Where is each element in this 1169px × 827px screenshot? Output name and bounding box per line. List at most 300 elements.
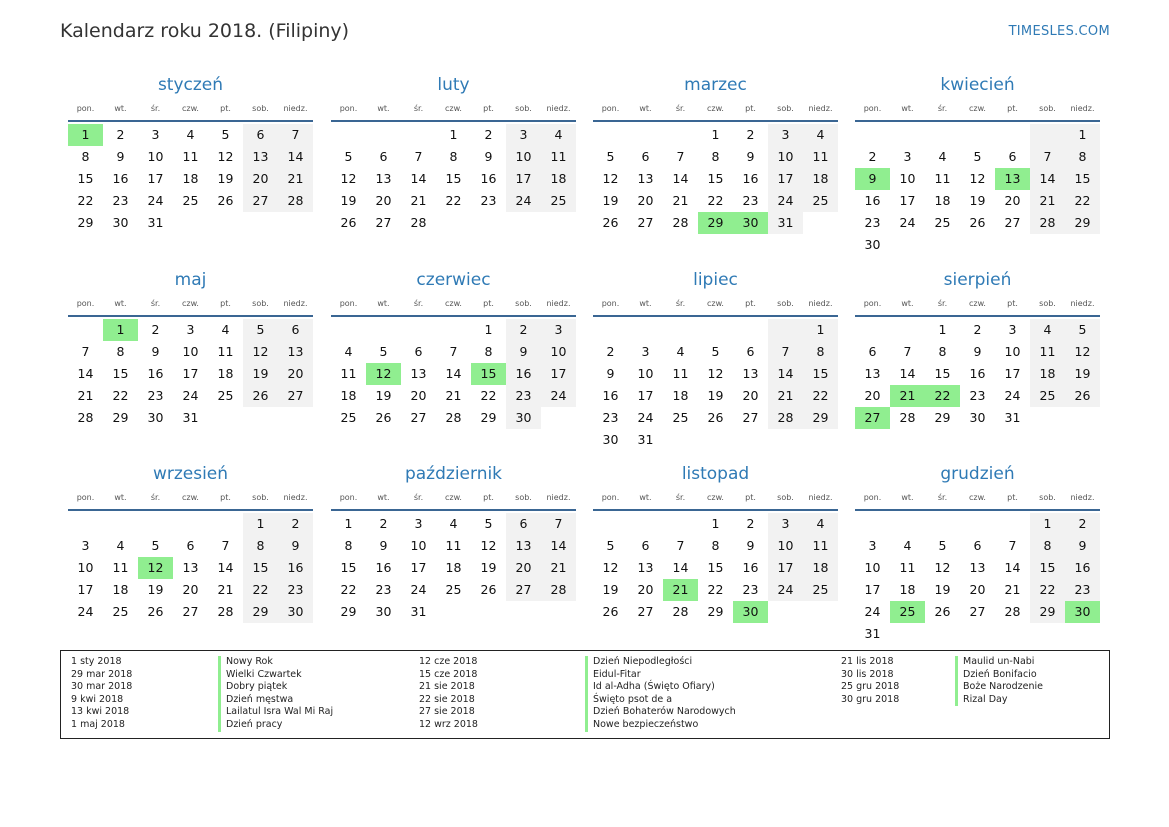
day-cell[interactable]: 19 bbox=[147, 582, 164, 597]
day-cell[interactable]: 16 bbox=[742, 560, 759, 575]
day-cell[interactable]: 6 bbox=[868, 344, 877, 359]
day-cell[interactable]: 19 bbox=[340, 193, 357, 208]
day-cell[interactable]: 11 bbox=[672, 366, 689, 381]
day-cell[interactable]: 3 bbox=[541, 319, 576, 341]
day-cell[interactable]: 26 bbox=[375, 410, 392, 425]
day-cell[interactable]: 5 bbox=[344, 149, 353, 164]
day-cell[interactable]: 15 bbox=[243, 557, 278, 579]
day-cell[interactable]: 18 bbox=[112, 582, 129, 597]
day-cell[interactable]: 10 bbox=[899, 171, 916, 186]
day-cell[interactable]: 2 bbox=[606, 344, 615, 359]
day-cell[interactable]: 23 bbox=[969, 388, 986, 403]
day-cell[interactable]: 24 bbox=[147, 193, 164, 208]
day-cell[interactable]: 20 bbox=[278, 363, 313, 385]
day-cell[interactable]: 8 bbox=[711, 538, 720, 553]
day-cell[interactable]: 18 bbox=[1030, 363, 1065, 385]
day-cell[interactable]: 3 bbox=[186, 322, 195, 337]
day-cell[interactable]: 26 bbox=[147, 604, 164, 619]
day-cell[interactable]: 11 bbox=[803, 535, 838, 557]
day-cell[interactable]: 1 bbox=[1065, 124, 1100, 146]
day-cell[interactable]: 2 bbox=[278, 513, 313, 535]
day-cell[interactable]: 13 bbox=[864, 366, 881, 381]
day-cell[interactable]: 19 bbox=[1065, 363, 1100, 385]
day-cell[interactable]: 10 bbox=[864, 560, 881, 575]
day-cell[interactable]: 5 bbox=[484, 516, 493, 531]
day-cell[interactable]: 16 bbox=[602, 388, 619, 403]
day-cell[interactable]: 31 bbox=[182, 410, 199, 425]
day-cell[interactable]: 6 bbox=[973, 538, 982, 553]
day-cell[interactable]: 22 bbox=[112, 388, 129, 403]
day-cell[interactable]: 31 bbox=[637, 432, 654, 447]
holiday-day-cell[interactable]: 1 bbox=[103, 319, 138, 341]
day-cell[interactable]: 13 bbox=[182, 560, 199, 575]
day-cell[interactable]: 31 bbox=[768, 212, 803, 234]
day-cell[interactable]: 4 bbox=[903, 538, 912, 553]
day-cell[interactable]: 18 bbox=[934, 193, 951, 208]
day-cell[interactable]: 2 bbox=[1065, 513, 1100, 535]
day-cell[interactable]: 4 bbox=[938, 149, 947, 164]
day-cell[interactable]: 30 bbox=[864, 237, 881, 252]
day-cell[interactable]: 29 bbox=[1030, 601, 1065, 623]
day-cell[interactable]: 9 bbox=[116, 149, 125, 164]
day-cell[interactable]: 14 bbox=[410, 171, 427, 186]
day-cell[interactable]: 10 bbox=[637, 366, 654, 381]
day-cell[interactable]: 17 bbox=[77, 582, 94, 597]
day-cell[interactable]: 18 bbox=[803, 168, 838, 190]
day-cell[interactable]: 30 bbox=[506, 407, 541, 429]
day-cell[interactable]: 30 bbox=[278, 601, 313, 623]
day-cell[interactable]: 1 bbox=[243, 513, 278, 535]
day-cell[interactable]: 1 bbox=[711, 127, 720, 142]
day-cell[interactable]: 27 bbox=[278, 385, 313, 407]
day-cell[interactable]: 24 bbox=[864, 604, 881, 619]
day-cell[interactable]: 16 bbox=[480, 171, 497, 186]
day-cell[interactable]: 19 bbox=[969, 193, 986, 208]
day-cell[interactable]: 3 bbox=[868, 538, 877, 553]
day-cell[interactable]: 21 bbox=[1030, 190, 1065, 212]
day-cell[interactable]: 18 bbox=[899, 582, 916, 597]
day-cell[interactable]: 8 bbox=[484, 344, 493, 359]
day-cell[interactable]: 23 bbox=[602, 410, 619, 425]
day-cell[interactable]: 3 bbox=[81, 538, 90, 553]
day-cell[interactable]: 22 bbox=[77, 193, 94, 208]
day-cell[interactable]: 10 bbox=[768, 535, 803, 557]
day-cell[interactable]: 2 bbox=[151, 322, 160, 337]
day-cell[interactable]: 11 bbox=[217, 344, 234, 359]
day-cell[interactable]: 12 bbox=[969, 171, 986, 186]
day-cell[interactable]: 13 bbox=[278, 341, 313, 363]
day-cell[interactable]: 18 bbox=[541, 168, 576, 190]
day-cell[interactable]: 27 bbox=[375, 215, 392, 230]
day-cell[interactable]: 22 bbox=[707, 193, 724, 208]
day-cell[interactable]: 20 bbox=[375, 193, 392, 208]
day-cell[interactable]: 16 bbox=[506, 363, 541, 385]
day-cell[interactable]: 9 bbox=[151, 344, 160, 359]
day-cell[interactable]: 21 bbox=[768, 385, 803, 407]
day-cell[interactable]: 5 bbox=[1065, 319, 1100, 341]
day-cell[interactable]: 27 bbox=[182, 604, 199, 619]
day-cell[interactable]: 9 bbox=[606, 366, 615, 381]
day-cell[interactable]: 12 bbox=[602, 560, 619, 575]
day-cell[interactable]: 14 bbox=[1004, 560, 1021, 575]
day-cell[interactable]: 25 bbox=[217, 388, 234, 403]
day-cell[interactable]: 6 bbox=[278, 319, 313, 341]
day-cell[interactable]: 23 bbox=[147, 388, 164, 403]
day-cell[interactable]: 7 bbox=[541, 513, 576, 535]
day-cell[interactable]: 17 bbox=[506, 168, 541, 190]
day-cell[interactable]: 28 bbox=[899, 410, 916, 425]
day-cell[interactable]: 8 bbox=[81, 149, 90, 164]
day-cell[interactable]: 4 bbox=[541, 124, 576, 146]
day-cell[interactable]: 7 bbox=[221, 538, 230, 553]
day-cell[interactable]: 26 bbox=[969, 215, 986, 230]
day-cell[interactable]: 24 bbox=[541, 385, 576, 407]
day-cell[interactable]: 20 bbox=[506, 557, 541, 579]
day-cell[interactable]: 24 bbox=[77, 604, 94, 619]
day-cell[interactable]: 27 bbox=[637, 604, 654, 619]
day-cell[interactable]: 28 bbox=[217, 604, 234, 619]
day-cell[interactable]: 7 bbox=[676, 538, 685, 553]
day-cell[interactable]: 25 bbox=[541, 190, 576, 212]
day-cell[interactable]: 21 bbox=[445, 388, 462, 403]
day-cell[interactable]: 28 bbox=[77, 410, 94, 425]
day-cell[interactable]: 22 bbox=[340, 582, 357, 597]
holiday-day-cell[interactable]: 30 bbox=[733, 212, 768, 234]
day-cell[interactable]: 26 bbox=[217, 193, 234, 208]
day-cell[interactable]: 27 bbox=[742, 410, 759, 425]
day-cell[interactable]: 22 bbox=[1030, 579, 1065, 601]
day-cell[interactable]: 21 bbox=[541, 557, 576, 579]
day-cell[interactable]: 4 bbox=[1030, 319, 1065, 341]
holiday-day-cell[interactable]: 30 bbox=[733, 601, 768, 623]
day-cell[interactable]: 20 bbox=[637, 193, 654, 208]
day-cell[interactable]: 13 bbox=[243, 146, 278, 168]
day-cell[interactable]: 22 bbox=[707, 582, 724, 597]
day-cell[interactable]: 1 bbox=[938, 322, 947, 337]
day-cell[interactable]: 21 bbox=[410, 193, 427, 208]
day-cell[interactable]: 16 bbox=[375, 560, 392, 575]
day-cell[interactable]: 21 bbox=[77, 388, 94, 403]
day-cell[interactable]: 5 bbox=[379, 344, 388, 359]
day-cell[interactable]: 4 bbox=[676, 344, 685, 359]
day-cell[interactable]: 3 bbox=[506, 124, 541, 146]
day-cell[interactable]: 17 bbox=[768, 557, 803, 579]
day-cell[interactable]: 22 bbox=[445, 193, 462, 208]
day-cell[interactable]: 3 bbox=[903, 149, 912, 164]
day-cell[interactable]: 26 bbox=[1065, 385, 1100, 407]
day-cell[interactable]: 6 bbox=[379, 149, 388, 164]
day-cell[interactable]: 2 bbox=[506, 319, 541, 341]
day-cell[interactable]: 29 bbox=[934, 410, 951, 425]
day-cell[interactable]: 26 bbox=[707, 410, 724, 425]
day-cell[interactable]: 25 bbox=[1030, 385, 1065, 407]
day-cell[interactable]: 6 bbox=[506, 513, 541, 535]
day-cell[interactable]: 26 bbox=[480, 582, 497, 597]
day-cell[interactable]: 8 bbox=[243, 535, 278, 557]
day-cell[interactable]: 6 bbox=[641, 538, 650, 553]
day-cell[interactable]: 7 bbox=[1030, 146, 1065, 168]
day-cell[interactable]: 8 bbox=[803, 341, 838, 363]
day-cell[interactable]: 28 bbox=[541, 579, 576, 601]
day-cell[interactable]: 13 bbox=[742, 366, 759, 381]
holiday-day-cell[interactable]: 12 bbox=[138, 557, 173, 579]
day-cell[interactable]: 5 bbox=[243, 319, 278, 341]
day-cell[interactable]: 19 bbox=[480, 560, 497, 575]
day-cell[interactable]: 28 bbox=[672, 604, 689, 619]
day-cell[interactable]: 13 bbox=[637, 171, 654, 186]
day-cell[interactable]: 19 bbox=[217, 171, 234, 186]
day-cell[interactable]: 21 bbox=[278, 168, 313, 190]
day-cell[interactable]: 15 bbox=[1065, 168, 1100, 190]
day-cell[interactable]: 22 bbox=[480, 388, 497, 403]
day-cell[interactable]: 13 bbox=[506, 535, 541, 557]
day-cell[interactable]: 22 bbox=[243, 579, 278, 601]
day-cell[interactable]: 16 bbox=[864, 193, 881, 208]
day-cell[interactable]: 11 bbox=[899, 560, 916, 575]
day-cell[interactable]: 29 bbox=[480, 410, 497, 425]
day-cell[interactable]: 25 bbox=[182, 193, 199, 208]
day-cell[interactable]: 18 bbox=[672, 388, 689, 403]
day-cell[interactable]: 17 bbox=[182, 366, 199, 381]
day-cell[interactable]: 2 bbox=[973, 322, 982, 337]
day-cell[interactable]: 25 bbox=[803, 190, 838, 212]
day-cell[interactable]: 16 bbox=[112, 171, 129, 186]
day-cell[interactable]: 9 bbox=[379, 538, 388, 553]
day-cell[interactable]: 25 bbox=[445, 582, 462, 597]
day-cell[interactable]: 7 bbox=[768, 341, 803, 363]
holiday-day-cell[interactable]: 15 bbox=[471, 363, 506, 385]
day-cell[interactable]: 22 bbox=[803, 385, 838, 407]
day-cell[interactable]: 21 bbox=[1004, 582, 1021, 597]
day-cell[interactable]: 2 bbox=[484, 127, 493, 142]
day-cell[interactable]: 11 bbox=[112, 560, 129, 575]
day-cell[interactable]: 29 bbox=[803, 407, 838, 429]
day-cell[interactable]: 30 bbox=[375, 604, 392, 619]
day-cell[interactable]: 12 bbox=[602, 171, 619, 186]
day-cell[interactable]: 17 bbox=[864, 582, 881, 597]
day-cell[interactable]: 18 bbox=[340, 388, 357, 403]
holiday-day-cell[interactable]: 12 bbox=[366, 363, 401, 385]
day-cell[interactable]: 15 bbox=[340, 560, 357, 575]
day-cell[interactable]: 5 bbox=[973, 149, 982, 164]
day-cell[interactable]: 23 bbox=[278, 579, 313, 601]
day-cell[interactable]: 23 bbox=[112, 193, 129, 208]
holiday-day-cell[interactable]: 9 bbox=[855, 168, 890, 190]
day-cell[interactable]: 20 bbox=[969, 582, 986, 597]
day-cell[interactable]: 8 bbox=[344, 538, 353, 553]
day-cell[interactable]: 21 bbox=[672, 193, 689, 208]
day-cell[interactable]: 26 bbox=[602, 604, 619, 619]
day-cell[interactable]: 2 bbox=[379, 516, 388, 531]
day-cell[interactable]: 15 bbox=[707, 560, 724, 575]
site-link[interactable]: TIMESLES.COM bbox=[1008, 24, 1110, 39]
day-cell[interactable]: 31 bbox=[864, 626, 881, 641]
day-cell[interactable]: 18 bbox=[445, 560, 462, 575]
day-cell[interactable]: 16 bbox=[1065, 557, 1100, 579]
day-cell[interactable]: 24 bbox=[899, 215, 916, 230]
day-cell[interactable]: 10 bbox=[506, 146, 541, 168]
day-cell[interactable]: 7 bbox=[1008, 538, 1017, 553]
day-cell[interactable]: 4 bbox=[803, 124, 838, 146]
day-cell[interactable]: 26 bbox=[340, 215, 357, 230]
day-cell[interactable]: 28 bbox=[1030, 212, 1065, 234]
day-cell[interactable]: 27 bbox=[506, 579, 541, 601]
holiday-day-cell[interactable]: 29 bbox=[698, 212, 733, 234]
day-cell[interactable]: 24 bbox=[182, 388, 199, 403]
day-cell[interactable]: 18 bbox=[182, 171, 199, 186]
day-cell[interactable]: 2 bbox=[868, 149, 877, 164]
day-cell[interactable]: 9 bbox=[506, 341, 541, 363]
day-cell[interactable]: 14 bbox=[77, 366, 94, 381]
day-cell[interactable]: 20 bbox=[864, 388, 881, 403]
day-cell[interactable]: 3 bbox=[1008, 322, 1017, 337]
day-cell[interactable]: 14 bbox=[899, 366, 916, 381]
day-cell[interactable]: 4 bbox=[449, 516, 458, 531]
day-cell[interactable]: 7 bbox=[903, 344, 912, 359]
day-cell[interactable]: 24 bbox=[637, 410, 654, 425]
day-cell[interactable]: 1 bbox=[711, 516, 720, 531]
day-cell[interactable]: 16 bbox=[147, 366, 164, 381]
day-cell[interactable]: 5 bbox=[606, 149, 615, 164]
day-cell[interactable]: 13 bbox=[969, 560, 986, 575]
day-cell[interactable]: 5 bbox=[711, 344, 720, 359]
day-cell[interactable]: 10 bbox=[768, 146, 803, 168]
day-cell[interactable]: 23 bbox=[506, 385, 541, 407]
day-cell[interactable]: 17 bbox=[768, 168, 803, 190]
day-cell[interactable]: 6 bbox=[746, 344, 755, 359]
day-cell[interactable]: 29 bbox=[77, 215, 94, 230]
day-cell[interactable]: 7 bbox=[676, 149, 685, 164]
day-cell[interactable]: 12 bbox=[1065, 341, 1100, 363]
day-cell[interactable]: 10 bbox=[410, 538, 427, 553]
day-cell[interactable]: 27 bbox=[410, 410, 427, 425]
day-cell[interactable]: 18 bbox=[217, 366, 234, 381]
day-cell[interactable]: 2 bbox=[746, 127, 755, 142]
day-cell[interactable]: 12 bbox=[217, 149, 234, 164]
day-cell[interactable]: 25 bbox=[803, 579, 838, 601]
day-cell[interactable]: 8 bbox=[1030, 535, 1065, 557]
day-cell[interactable]: 8 bbox=[116, 344, 125, 359]
day-cell[interactable]: 27 bbox=[637, 215, 654, 230]
day-cell[interactable]: 17 bbox=[1004, 366, 1021, 381]
day-cell[interactable]: 5 bbox=[221, 127, 230, 142]
day-cell[interactable]: 8 bbox=[1065, 146, 1100, 168]
day-cell[interactable]: 19 bbox=[602, 193, 619, 208]
day-cell[interactable]: 11 bbox=[541, 146, 576, 168]
day-cell[interactable]: 27 bbox=[969, 604, 986, 619]
day-cell[interactable]: 3 bbox=[414, 516, 423, 531]
day-cell[interactable]: 10 bbox=[77, 560, 94, 575]
day-cell[interactable]: 25 bbox=[934, 215, 951, 230]
day-cell[interactable]: 13 bbox=[637, 560, 654, 575]
day-cell[interactable]: 14 bbox=[1030, 168, 1065, 190]
day-cell[interactable]: 19 bbox=[707, 388, 724, 403]
day-cell[interactable]: 24 bbox=[410, 582, 427, 597]
day-cell[interactable]: 16 bbox=[969, 366, 986, 381]
day-cell[interactable]: 2 bbox=[746, 516, 755, 531]
day-cell[interactable]: 30 bbox=[602, 432, 619, 447]
day-cell[interactable]: 27 bbox=[1004, 215, 1021, 230]
day-cell[interactable]: 28 bbox=[1004, 604, 1021, 619]
day-cell[interactable]: 12 bbox=[243, 341, 278, 363]
day-cell[interactable]: 9 bbox=[746, 149, 755, 164]
day-cell[interactable]: 7 bbox=[278, 124, 313, 146]
day-cell[interactable]: 12 bbox=[340, 171, 357, 186]
day-cell[interactable]: 3 bbox=[151, 127, 160, 142]
day-cell[interactable]: 12 bbox=[934, 560, 951, 575]
holiday-day-cell[interactable]: 25 bbox=[890, 601, 925, 623]
day-cell[interactable]: 6 bbox=[1008, 149, 1017, 164]
holiday-day-cell[interactable]: 21 bbox=[890, 385, 925, 407]
day-cell[interactable]: 28 bbox=[410, 215, 427, 230]
day-cell[interactable]: 6 bbox=[641, 149, 650, 164]
day-cell[interactable]: 2 bbox=[116, 127, 125, 142]
day-cell[interactable]: 23 bbox=[742, 582, 759, 597]
day-cell[interactable]: 19 bbox=[243, 363, 278, 385]
day-cell[interactable]: 17 bbox=[541, 363, 576, 385]
day-cell[interactable]: 9 bbox=[746, 538, 755, 553]
day-cell[interactable]: 7 bbox=[449, 344, 458, 359]
day-cell[interactable]: 15 bbox=[707, 171, 724, 186]
day-cell[interactable]: 26 bbox=[602, 215, 619, 230]
day-cell[interactable]: 11 bbox=[340, 366, 357, 381]
day-cell[interactable]: 16 bbox=[278, 557, 313, 579]
day-cell[interactable]: 21 bbox=[217, 582, 234, 597]
day-cell[interactable]: 1 bbox=[344, 516, 353, 531]
day-cell[interactable]: 31 bbox=[1004, 410, 1021, 425]
day-cell[interactable]: 9 bbox=[484, 149, 493, 164]
day-cell[interactable]: 17 bbox=[899, 193, 916, 208]
day-cell[interactable]: 14 bbox=[278, 146, 313, 168]
day-cell[interactable]: 14 bbox=[672, 171, 689, 186]
day-cell[interactable]: 12 bbox=[480, 538, 497, 553]
day-cell[interactable]: 3 bbox=[641, 344, 650, 359]
day-cell[interactable]: 29 bbox=[707, 604, 724, 619]
day-cell[interactable]: 11 bbox=[445, 538, 462, 553]
day-cell[interactable]: 23 bbox=[375, 582, 392, 597]
day-cell[interactable]: 14 bbox=[672, 560, 689, 575]
day-cell[interactable]: 11 bbox=[934, 171, 951, 186]
day-cell[interactable]: 20 bbox=[637, 582, 654, 597]
day-cell[interactable]: 4 bbox=[221, 322, 230, 337]
day-cell[interactable]: 10 bbox=[1004, 344, 1021, 359]
day-cell[interactable]: 20 bbox=[1004, 193, 1021, 208]
day-cell[interactable]: 4 bbox=[116, 538, 125, 553]
day-cell[interactable]: 6 bbox=[243, 124, 278, 146]
day-cell[interactable]: 1 bbox=[449, 127, 458, 142]
holiday-day-cell[interactable]: 21 bbox=[663, 579, 698, 601]
day-cell[interactable]: 24 bbox=[1004, 388, 1021, 403]
day-cell[interactable]: 24 bbox=[768, 579, 803, 601]
holiday-day-cell[interactable]: 22 bbox=[925, 385, 960, 407]
day-cell[interactable]: 11 bbox=[803, 146, 838, 168]
day-cell[interactable]: 29 bbox=[243, 601, 278, 623]
day-cell[interactable]: 1 bbox=[803, 319, 838, 341]
day-cell[interactable]: 14 bbox=[768, 363, 803, 385]
day-cell[interactable]: 10 bbox=[182, 344, 199, 359]
day-cell[interactable]: 7 bbox=[414, 149, 423, 164]
day-cell[interactable]: 27 bbox=[243, 190, 278, 212]
day-cell[interactable]: 24 bbox=[768, 190, 803, 212]
day-cell[interactable]: 9 bbox=[973, 344, 982, 359]
day-cell[interactable]: 22 bbox=[1065, 190, 1100, 212]
day-cell[interactable]: 11 bbox=[182, 149, 199, 164]
day-cell[interactable]: 19 bbox=[602, 582, 619, 597]
day-cell[interactable]: 20 bbox=[410, 388, 427, 403]
day-cell[interactable]: 28 bbox=[768, 407, 803, 429]
holiday-day-cell[interactable]: 1 bbox=[68, 124, 103, 146]
day-cell[interactable]: 26 bbox=[934, 604, 951, 619]
